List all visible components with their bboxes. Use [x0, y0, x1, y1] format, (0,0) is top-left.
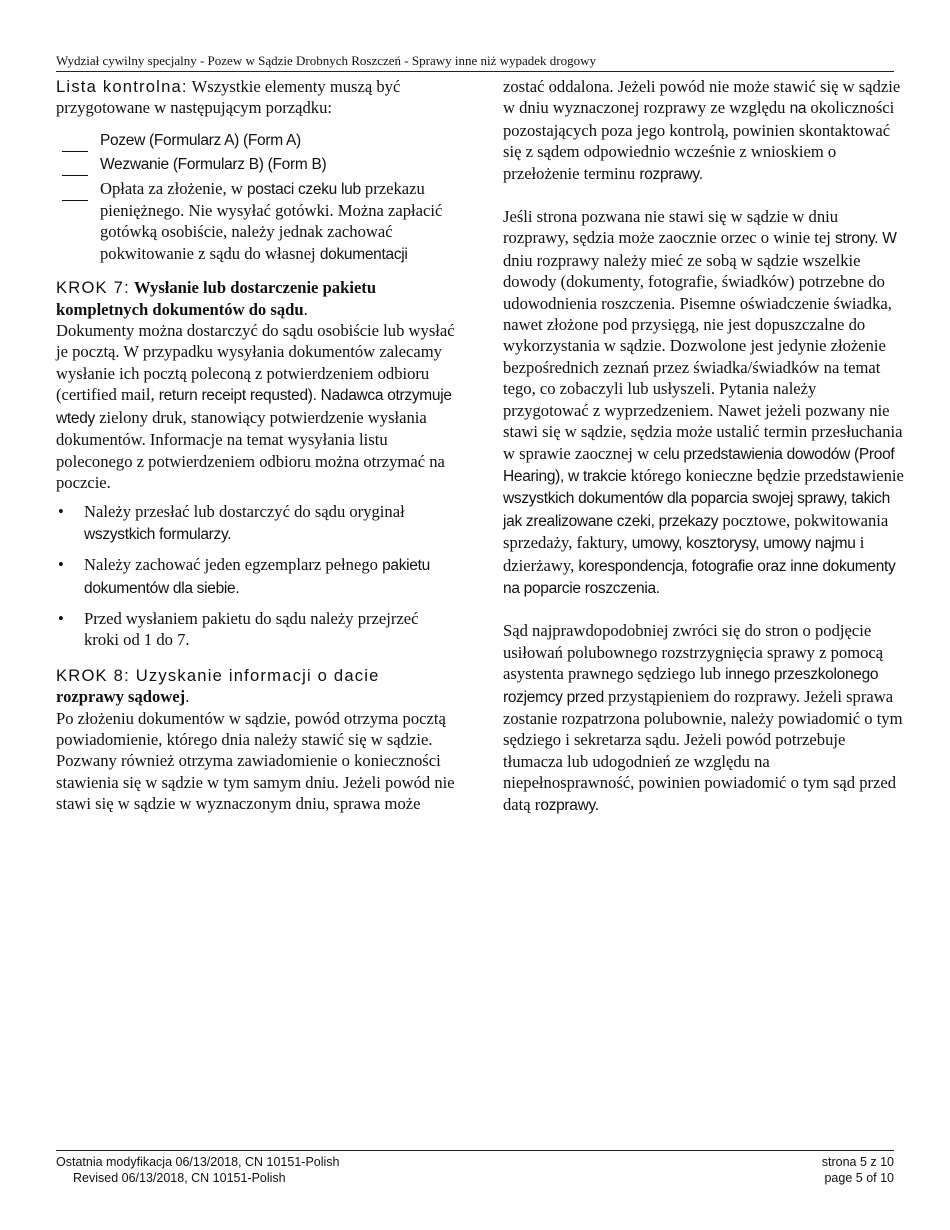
step7-heading: KROK 7: Wysłanie lub dostarczenie pakietu kompletnych dokumentów do sądu. — [56, 278, 377, 319]
checklist-intro: Lista kontrolna: Wszystkie elementy muszą być przygotowane w następującym porządku: — [56, 77, 401, 118]
right-paragraph-3: Sąd najprawdopodobniej zwróci się do stron o podjęcie usiłowań polubownego rozstrzygnięcia sprawy z pomocą asystenta prawnego sędziego lub innego przeszkolonego rozjemcy przed przystąpieniem do rozprawy. Jeżeli sprawa zostanie rozpatrzona polubownie, należy powiadomić o tym sędziego i sekretarza sądu. Jeżeli powód potrzebuje tłumacza lub udogodnień ze względu na niepełnosprawność, powinien powiadomić o tym sąd przed datą rozprawy. — [503, 621, 903, 814]
checkbox-blank-line[interactable] — [62, 137, 88, 152]
step8-body: Po złożeniu dokumentów w sądzie, powód otrzyma pocztą powiadomienie, którego dnia należy stawić się w sądzie. Pozwany również otrzyma zawiadomienie o konieczności stawienia się w sądzie w tym samym dniu. Jeżeli powód nie stawi się w sądzie w wyznaczonym dniu, sprawa może — [56, 708, 455, 814]
step7-bullets — [56, 501, 456, 651]
checkbox-blank-line[interactable] — [62, 186, 88, 201]
step7-label: KROK 7: — [56, 278, 130, 298]
list-item: • Należy zachować jeden egzemplarz pełnego pakietu dokumentów dla siebie. — [58, 555, 430, 597]
checklist-item: Wezwanie (Formularz B) (Form B) — [56, 153, 456, 175]
step7-body: Dokumenty można dostarczyć do sądu osobiście lub wysłać je pocztą. W przypadku wysyłania dokumentów zalecamy wysłanie ich pocztą poleconą z potwierdzeniem odbioru (certified mail, return receipt requsted). Nadawca otrzymuje wtedy zielony druk, stanowiący potwierdzenie wysłania dokumentów. Informacje na temat wysyłania listu poleconego z potwierdzeniem odbioru można otrzymać na poczcie. — [56, 321, 455, 492]
right-paragraph-2: Jeśli strona pozwana nie stawi się w sądzie w dniu rozprawy, sędzia może zaocznie orzec o winie tej strony. W dniu rozprawy należy mieć ze sobą w sądzie wszelkie dowody (dokumenty, fotografie, świadków) potrzebne do udowodnienia roszczenia. Pisemne oświadczenie świadka, nawet złożone pod przysięgą, nie jest dopuszczalne do wykorzystania w sądzie. Dozwolone jest jedynie złożenie bezpośrednich zeznań przez świadka/świadków na temat tego, co zobaczyli lub usłyszeli. Pytania należy przygotować z wyprzedzeniem. Nawet jeżeli pozwany nie stawi się w sądzie, sędzia może ustalić termin przesłuchania w sprawie zaocznej w celu przedstawienia dowodów (Proof Hearing), w trakcie którego konieczne będzie przedstawienie wszystkich dokumentów dla poparcia swojej sprawy, takich jak zrealizowane czeki, przekazy pocztowe, pokwitowania sprzedaży, faktury, umowy, kosztorysy, umowy najmu i dzierżawy, korespondencja, fotografie oraz inne dokumenty na poparcie roszczenia. — [503, 207, 904, 597]
revision-info — [56, 1154, 340, 1186]
running-header: Wydział cywilny specjalny - Pozew w Sądzie Drobnych Roszczeń - Sprawy inne niż wypadek drogowy — [56, 52, 894, 72]
step8-label: KROK 8: — [56, 665, 130, 685]
right-paragraph-1: zostać oddalona. Jeżeli powód nie może stawić się w sądzie w dniu wyznaczonej rozprawy ze względu na okoliczności pozostających poza jego kontrolą, powinien skontaktować się z sądem odpowiednio wcześnie z wnioskiem o przełożenie terminu rozprawy. — [503, 77, 901, 183]
checkbox-blank-line[interactable] — [62, 161, 88, 176]
checklist-item: Opłata za złożenie, w postaci czeku lub przekazu pieniężnego. Nie wysyłać gotówki. Można zapłacić gotówką osobiście, należy jednak zachować pokwitowanie z sądu do własnej dokumentacji — [56, 178, 456, 266]
page-number-pl: strona 5 z 10 — [821, 1155, 894, 1169]
revision-en: Revised 06/13/2018, CN 10151-Polish — [73, 1171, 286, 1185]
revision-pl: Ostatnia modyfikacja 06/13/2018, CN 10151-Polish — [56, 1155, 340, 1169]
page-number-en: page 5 of 10 — [824, 1171, 894, 1185]
list-item: • Należy przesłać lub dostarczyć do sądu oryginał wszystkich formularzy. — [58, 502, 405, 543]
page-footer — [56, 1150, 894, 1185]
page-number — [822, 1154, 894, 1186]
list-item: • Przed wysłaniem pakietu do sądu należy przejrzeć kroki od 1 do 7. — [58, 608, 419, 650]
right-column — [503, 76, 905, 816]
step8-heading: KROK 8: Uzyskanie informacji o dacie rozprawy sądowej. — [56, 665, 380, 707]
checklist-label: Lista kontrolna: — [56, 77, 188, 96]
checklist — [56, 129, 456, 265]
left-column — [56, 76, 456, 815]
checklist-item: Pozew (Formularz A) (Form A) — [56, 129, 456, 151]
